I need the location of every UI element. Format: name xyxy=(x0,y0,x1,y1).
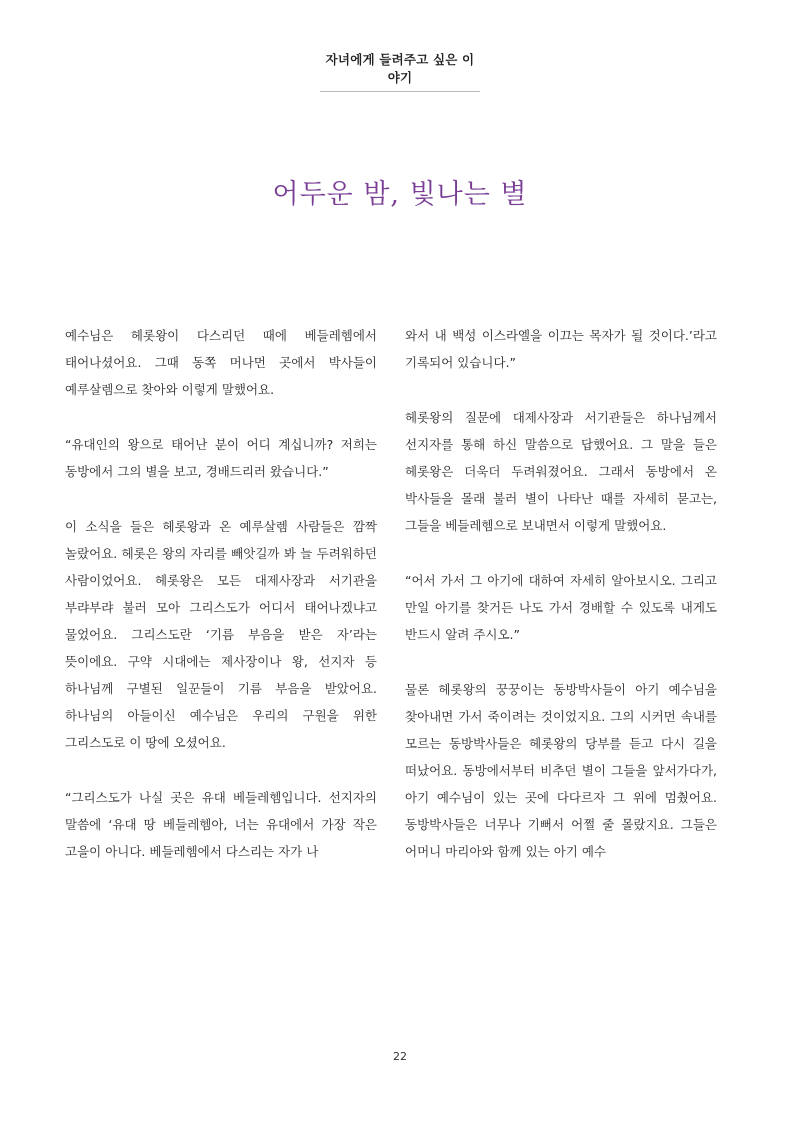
body-paragraph: 헤롯왕의 질문에 대제사장과 서기관들은 하나님께서 선지자를 통해 하신 말씀으로 답했어요. 그 말을 들은 헤롯왕은 더욱더 두려워졌어요. 그래서 동방에서 온 박사들을 몰래 불러 별이 나타난 때를 자세히 묻고는, 그들을 베들레헴으로 보내면서 이렇게 말했어요. xyxy=(405,410,717,533)
running-header xyxy=(0,50,800,92)
chapter-title: 어두운 밤, 빛나는 별 xyxy=(272,179,528,210)
body-paragraph: 예수님은 헤롯왕이 다스리던 때에 베들레헴에서 태어나셨어요. 그때 동쪽 머나먼 곳에서 박사들이 예루살렘으로 찾아와 이렇게 말했어요. xyxy=(65,328,377,397)
body-paragraph: 이 소식을 들은 헤롯왕과 온 예루살렘 사람들은 깜짝 놀랐어요. 헤롯은 왕의 자리를 빼앗길까 봐 늘 두려워하던 사람이었어요. 헤롯왕은 모든 대제사장과 서기관을 부랴부랴 불러 모아 그리스도가 어디서 태어나겠냐고 물었어요. 그리스도란 ‘기름 부음을 받은 자’라는 뜻이에요. 구약 시대에는 제사장이나 왕, 선지자 등 하나님께 구별된 일꾼들이 기름 부음을 받았어요. 하나님의 아들이신 예수님은 우리의 구원을 위한 그리스도로 이 땅에 오셨어요. xyxy=(65,519,377,750)
left-column xyxy=(65,322,377,893)
quote-paragraph: “그리스도가 나실 곳은 유대 베들레헴입니다. 선지자의 말씀에 ‘유대 땅 베들레헴아, 너는 유대에서 가장 작은 고을이 아니다. 베들레헴에서 다스리는 자가 나 xyxy=(65,790,377,859)
right-column xyxy=(405,322,717,893)
body-paragraph: 물론 헤롯왕의 꿍꿍이는 동방박사들이 아기 예수님을 찾아내면 가서 죽이려는 것이었지요. 그의 시커먼 속내를 모르는 동방박사들은 헤롯왕의 당부를 듣고 다시 길을 떠났어요. 동방에서부터 비추던 별이 그들을 앞서가다가, 아기 예수님이 있는 곳에 다다르자 그 위에 멈췄어요. 동방박사들은 너무나 기뻐서 어쩔 줄 몰랐지요. 그들은 어머니 마리아와 함께 있는 아기 예수 xyxy=(405,682,717,859)
quote-paragraph: “어서 가서 그 아기에 대하여 자세히 알아보시오. 그리고 만일 아기를 찾거든 나도 가서 경배할 수 있도록 내게도 반드시 알려 주시오.” xyxy=(405,573,717,642)
running-title: 자녀에게 들려주고 싶은 이야기 xyxy=(320,50,480,92)
page-number: 22 xyxy=(393,1050,407,1063)
quote-paragraph: “유대인의 왕으로 태어난 분이 어디 계십니까? 저희는 동방에서 그의 별을 보고, 경배드리러 왔습니다.” xyxy=(65,437,377,479)
quote-paragraph: 와서 내 백성 이스라엘을 이끄는 목자가 될 것이다.’라고 기록되어 있습니다.” xyxy=(405,328,717,370)
